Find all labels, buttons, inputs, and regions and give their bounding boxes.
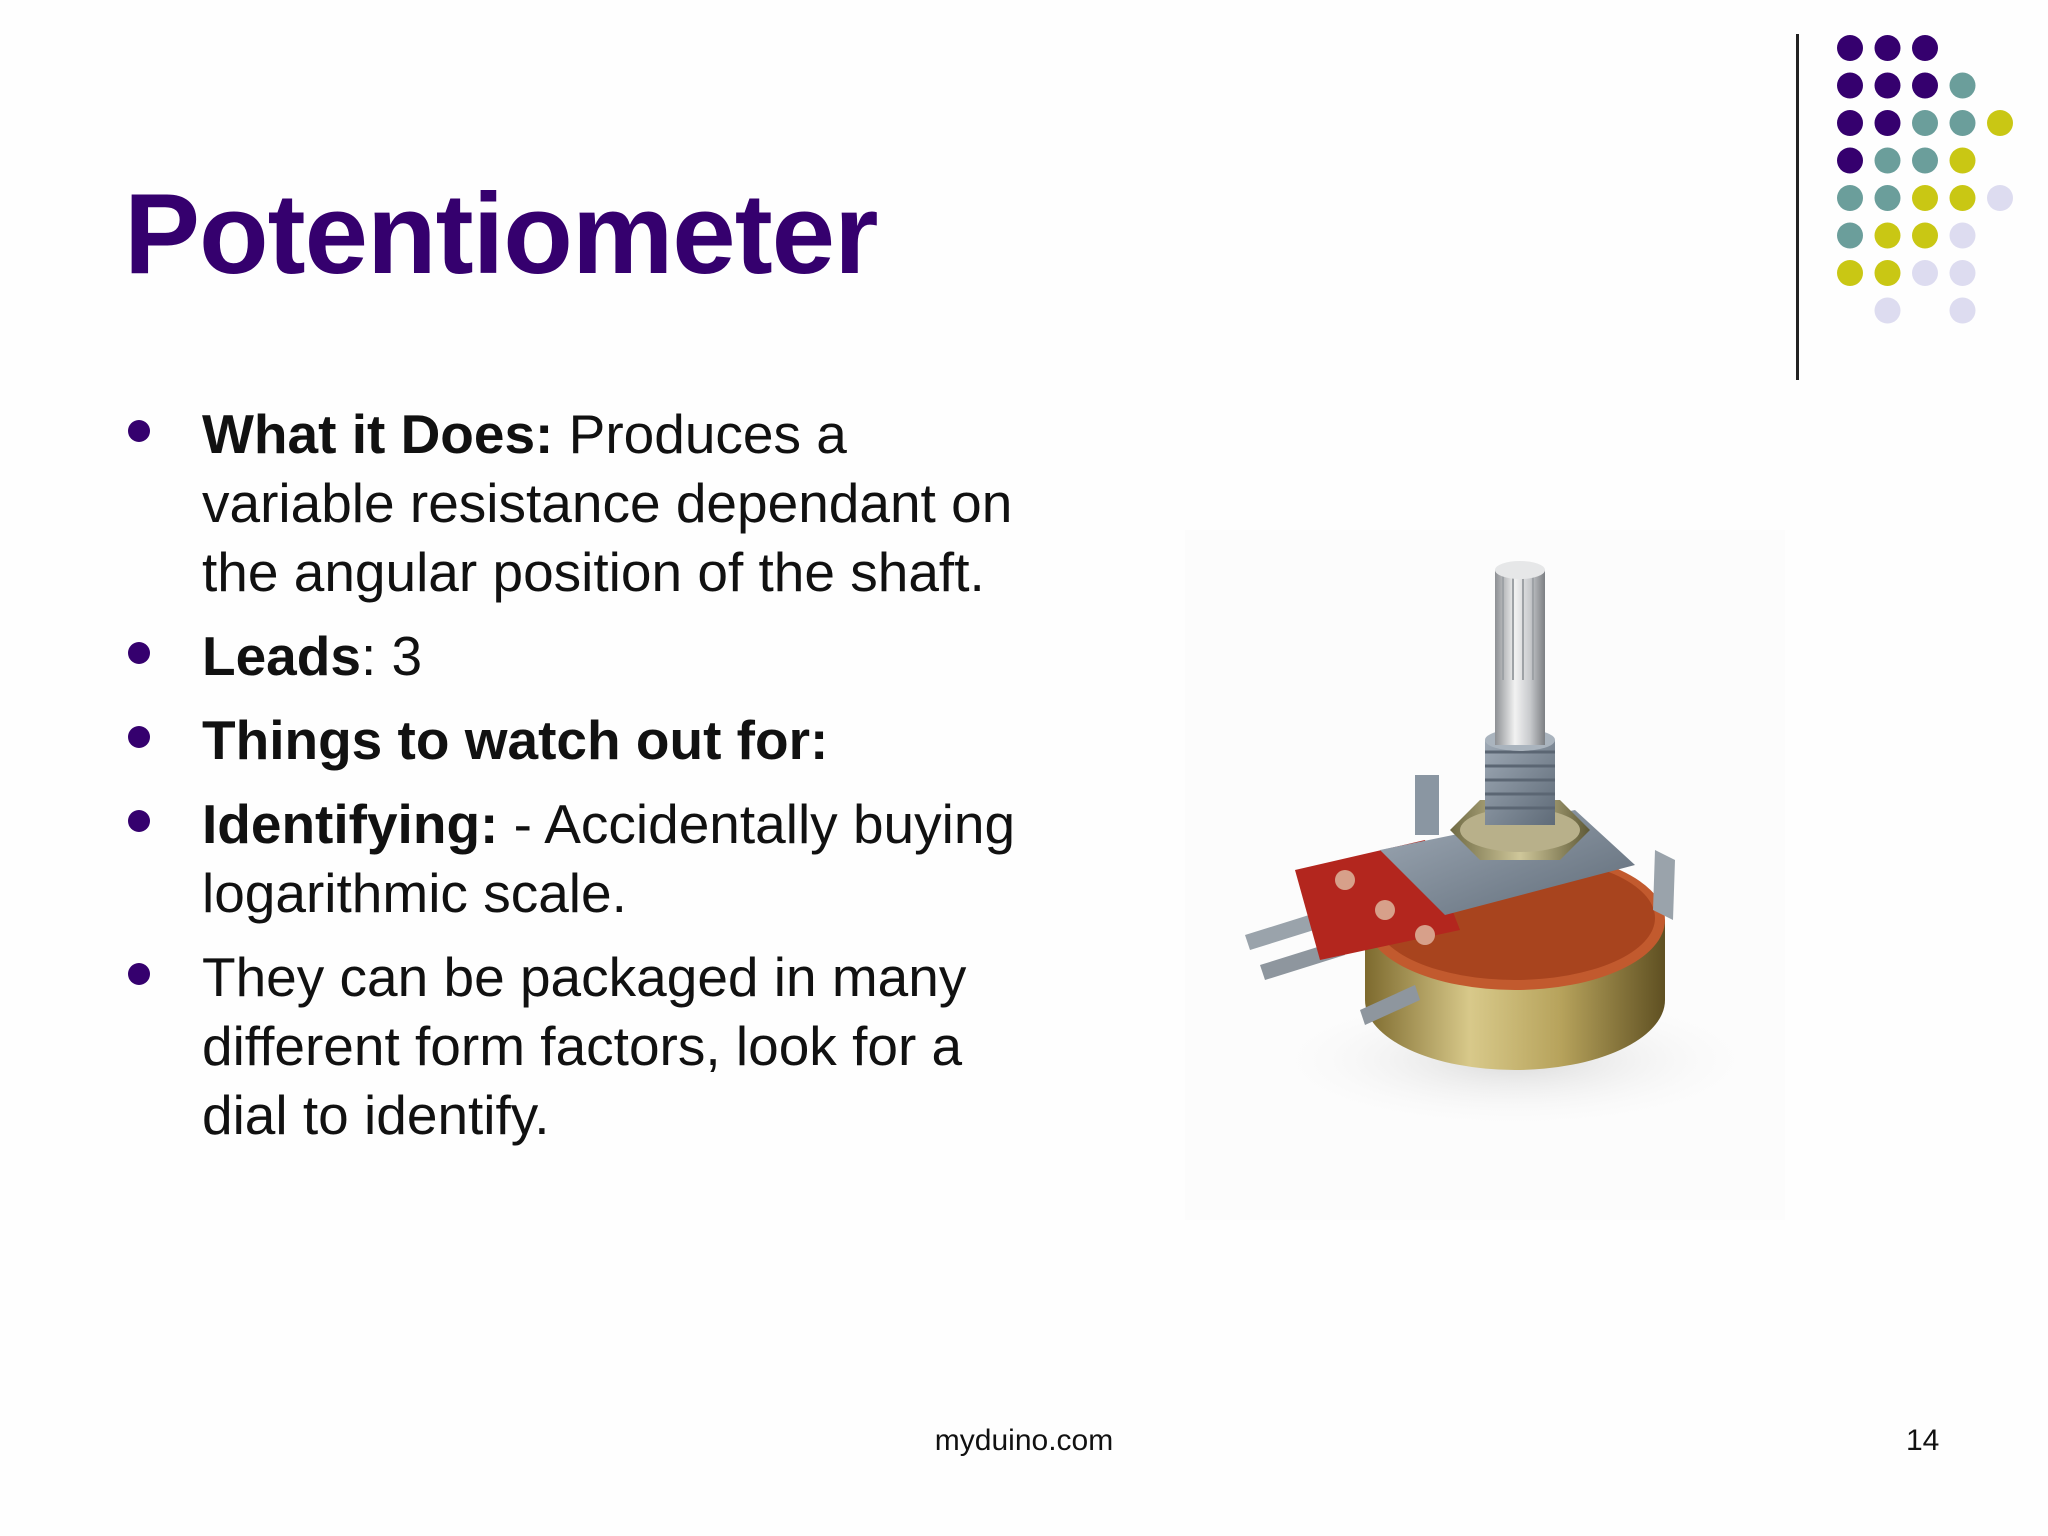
- decorative-dot: [1950, 148, 1976, 174]
- bullet-item: [118, 790, 1018, 928]
- decorative-dot: [1837, 35, 1863, 61]
- decorative-dot: [1837, 260, 1863, 286]
- slide-number: 14: [1906, 1424, 1940, 1457]
- decorative-dot: [1950, 298, 1976, 324]
- decorative-dot: [1950, 223, 1976, 249]
- bullet-text: Produces a variable resistance dependant on the angular position of the shaft.: [202, 403, 1013, 603]
- decorative-dot: [1875, 298, 1901, 324]
- bullet-text: - Accidentally buying logarithmic scale.: [202, 793, 1016, 924]
- decorative-dot: [1875, 223, 1901, 249]
- bullet-dot-icon: [128, 642, 150, 664]
- decorative-dot: [1950, 260, 1976, 286]
- bullet-item: [118, 943, 1018, 1150]
- title-divider-line: [1796, 34, 1799, 380]
- bullet-heading: Things to watch out for:: [202, 709, 829, 771]
- decorative-dot: [1875, 73, 1901, 99]
- decorative-dot: [1875, 35, 1901, 61]
- bullet-item: [118, 622, 1018, 691]
- decorative-dot: [1837, 148, 1863, 174]
- decorative-dot: [1912, 110, 1938, 136]
- decorative-dot: [1875, 185, 1901, 211]
- footer-site: myduino.com: [934, 1424, 1114, 1457]
- decorative-dot: [1837, 73, 1863, 99]
- decorative-dot: [1950, 185, 1976, 211]
- decorative-dot: [1912, 73, 1938, 99]
- decorative-dot: [1912, 35, 1938, 61]
- bullet-dot-icon: [128, 420, 150, 442]
- decorative-dot: [1837, 110, 1863, 136]
- decorative-dot: [1875, 110, 1901, 136]
- decorative-dot: [1837, 185, 1863, 211]
- decorative-dot: [1912, 185, 1938, 211]
- bullet-heading: What it Does:: [202, 403, 554, 465]
- decorative-dot: [1912, 260, 1938, 286]
- bullet-dot-icon: [128, 810, 150, 832]
- bullet-item: [118, 706, 1018, 775]
- bullet-dot-icon: [128, 726, 150, 748]
- decorative-dot: [1875, 148, 1901, 174]
- potentiometer-icon: [1185, 530, 1785, 1220]
- slide-title: Potentiometer: [124, 171, 878, 298]
- decorative-dot: [1987, 110, 2013, 136]
- bullet-item: [118, 400, 1018, 607]
- bullet-heading: Identifying:: [202, 793, 499, 855]
- potentiometer-photo: [1185, 530, 1785, 1220]
- bullet-list: [118, 400, 1018, 1165]
- bullet-text: : 3: [360, 625, 423, 687]
- decorative-dot: [1950, 110, 1976, 136]
- decorative-dot: [1875, 260, 1901, 286]
- decorative-dot: [1837, 223, 1863, 249]
- decorative-dot: [1912, 223, 1938, 249]
- bullet-dot-icon: [128, 963, 150, 985]
- decorative-dot: [1950, 73, 1976, 99]
- decorative-dot: [1912, 148, 1938, 174]
- bullet-text: They can be packaged in many different form factors, look for a dial to identify.: [202, 946, 967, 1146]
- bullet-heading: Leads: [202, 625, 361, 687]
- decorative-dot: [1987, 185, 2013, 211]
